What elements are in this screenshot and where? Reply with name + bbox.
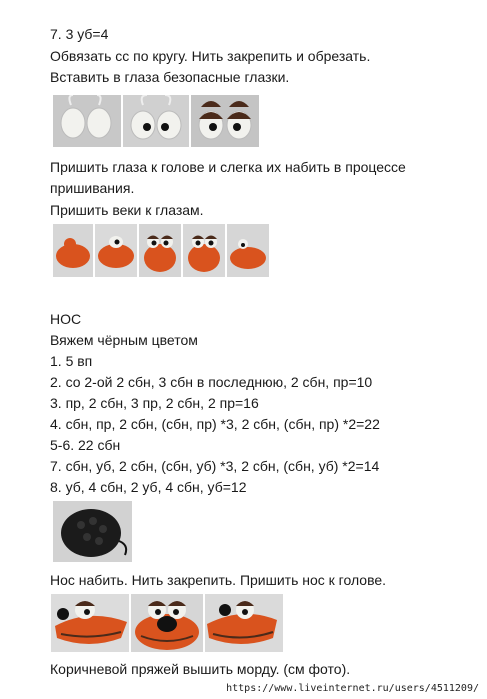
instruction-line: Пришить глаза к голове и слегка их набить в процессе [50,159,406,175]
instruction-line: Обвязать сс по кругу. Нить закрепить и обрезать. [50,48,371,64]
nose-photo-strip [53,501,132,562]
pattern-row: 4. сбн, пр, 2 сбн, (сбн, пр) *3, 2 сбн, (сбн, пр) *2=22 [50,416,380,432]
face-photo-strip [51,594,283,652]
face-photo-1 [51,594,129,652]
instruction-line: Вставить в глаза безопасные глазки. [50,69,290,85]
instruction-line: Нос набить. Нить закрепить. Пришить нос к голове. [50,572,387,588]
pattern-row: 7. сбн, уб, 2 сбн, (сбн, уб) *3, 2 сбн, (сбн, уб) *2=14 [50,458,380,474]
nose-photo [53,501,132,562]
pattern-row: 3. пр, 2 сбн, 3 пр, 2 сбн, 2 пр=16 [50,395,259,411]
instruction-line: Пришить веки к глазам. [50,202,204,218]
head-photo-1 [53,224,93,277]
face-photo-2 [131,594,203,652]
section-heading-nose: НОС [50,311,82,327]
step-7-line: 7. 3 уб=4 [50,26,109,42]
pattern-row: 5-6. 22 сбн [50,437,121,453]
eye-photo-2 [123,95,189,147]
head-photo-5 [227,224,269,277]
instruction-line: пришивания. [50,180,135,196]
head-photo-3 [139,224,181,277]
head-photo-2 [95,224,137,277]
head-photo-4 [183,224,225,277]
pattern-row: 8. уб, 4 сбн, 2 уб, 4 сбн, уб=12 [50,479,247,495]
eye-photo-3 [191,95,259,147]
watermark-url: https://www.liveinternet.ru/users/4511209/ [226,683,479,694]
face-photo-3 [205,594,283,652]
instruction-line: Коричневой пряжей вышить морду. (см фото). [50,661,351,677]
head-photo-strip [53,224,269,277]
instruction-line: Вяжем чёрным цветом [50,332,198,348]
pattern-row: 2. со 2-ой 2 сбн, 3 сбн в последнюю, 2 сбн, пр=10 [50,374,373,390]
eye-photo-1 [53,95,121,147]
pattern-row: 1. 5 вп [50,353,93,369]
eye-photo-strip [53,95,259,147]
